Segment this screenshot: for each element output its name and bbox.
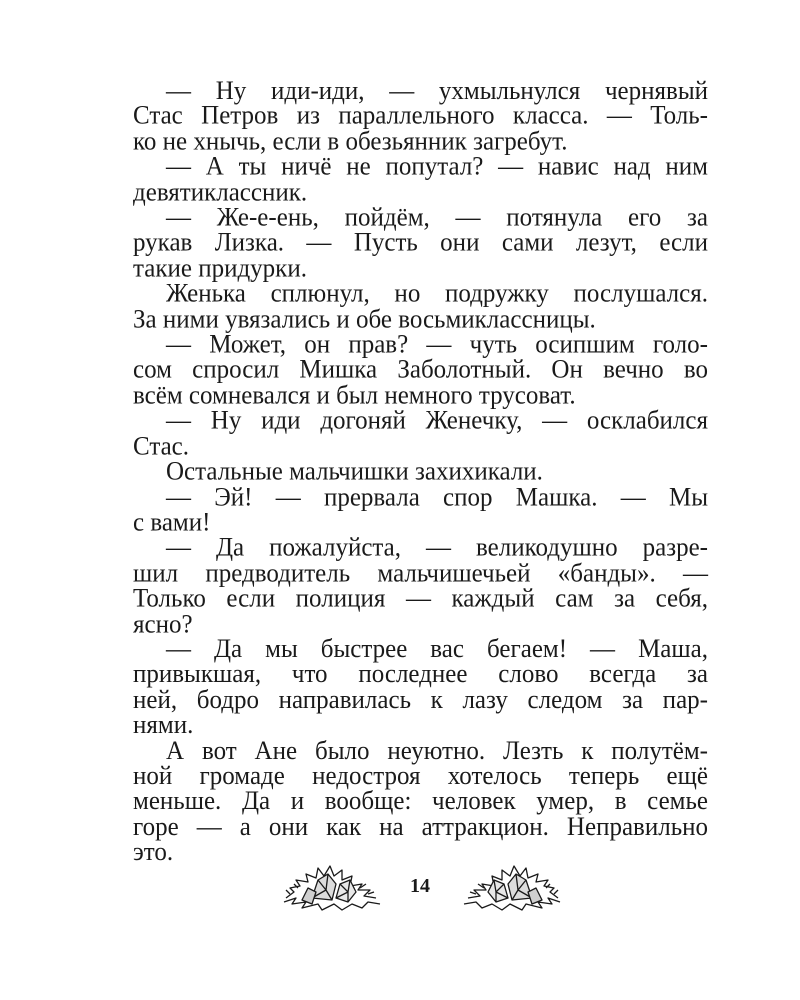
text-line: шил предводитель мальчишечьей «банды». —	[133, 559, 708, 588]
text-line: За ними увязались и обе восьмиклассницы.	[133, 305, 596, 334]
paragraph	[133, 330, 708, 410]
text-line: привыкшая, что последнее слово всегда за	[133, 660, 708, 689]
page-number: 14	[410, 875, 430, 897]
paragraph	[133, 533, 708, 639]
text-line: ясно?	[133, 609, 193, 639]
text-line: такие придурки.	[133, 254, 307, 283]
text-line: ко не хнычь, если в обезьянник загребут.	[133, 127, 568, 156]
paragraph	[133, 406, 708, 461]
paragraph	[133, 457, 708, 486]
text-line: рукав Лизка. — Пусть они сами лезут, если	[133, 229, 708, 258]
paragraph	[133, 76, 708, 156]
paragraph	[133, 155, 708, 206]
text-line: горе — а они как на аттракцион. Неправильно	[133, 813, 708, 842]
text-line: — Да мы быстрее вас бегаем! — Маша,	[166, 635, 708, 664]
text-line: Женька сплюнул, но подружку послушался.	[166, 279, 708, 309]
paragraph	[133, 279, 708, 334]
text-line: Только если полиция — каждый сам за себя,	[133, 584, 708, 613]
text-line: меньше. Да и вообще: человек умер, в семье	[133, 787, 708, 816]
text-line: ней, бодро направилась к лазу следом за пар-	[133, 686, 708, 715]
paragraph	[133, 203, 708, 283]
text-line: Стас.	[133, 432, 190, 461]
body-text	[133, 76, 708, 867]
text-line: всём сомневался и был немного трусоват.	[133, 381, 576, 410]
text-line: — А ты ничё не попутал? — навис над ним	[166, 153, 708, 182]
text-line: Стас Петров из параллельного класса. — Толь-	[133, 102, 708, 131]
text-line: — Же-е-ень, пойдём, — потянула его за	[166, 203, 708, 232]
text-line: — Да пожалуйста, — великодушно разре-	[166, 533, 708, 562]
paragraph	[133, 637, 708, 739]
text-line: А вот Ане было неуютно. Лезть к полутём-	[166, 736, 708, 765]
text-line: Остальные мальчишки захихикали.	[166, 457, 543, 486]
crystal-ornament-icon	[462, 858, 562, 914]
paragraph	[133, 736, 708, 867]
text-line: это.	[133, 838, 174, 867]
text-line: — Может, он прав? — чуть осипшим голо-	[166, 330, 708, 359]
page-footer	[0, 858, 800, 918]
crystal-ornament-icon	[282, 858, 382, 914]
text-line: с вами!	[133, 508, 211, 537]
text-line: нями.	[133, 711, 194, 740]
text-line: сом спросил Мишка Заболотный. Он вечно во	[133, 356, 708, 385]
text-line: — Эй! — прервала спор Машка. — Мы	[166, 483, 708, 512]
text-line: — Ну иди-иди, — ухмыльнулся чернявый	[166, 76, 708, 105]
paragraph	[133, 485, 708, 536]
text-line: девятиклассник.	[133, 178, 308, 207]
text-line: — Ну иди догоняй Женечку, — осклабился	[166, 406, 708, 435]
text-line: ной громаде недостроя хотелось теперь ещё	[133, 762, 708, 791]
